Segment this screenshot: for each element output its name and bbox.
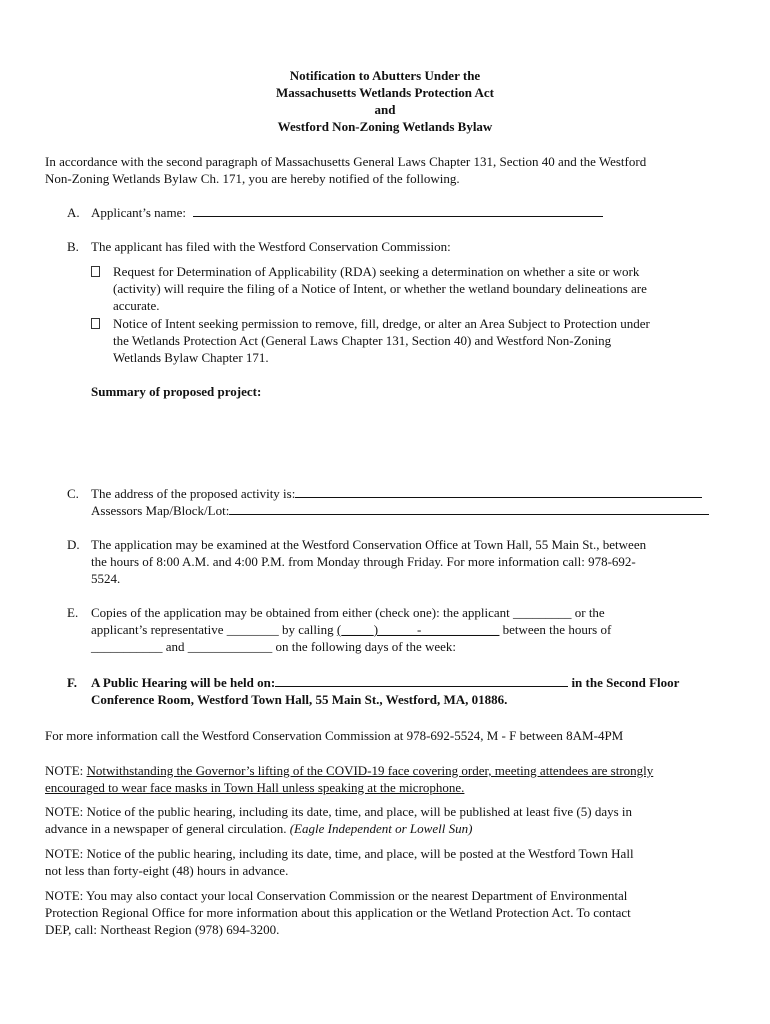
item-e-line-2a: applicant’s representative ________ by calling: [91, 622, 337, 637]
note-publication: [45, 803, 632, 837]
item-a-row: [91, 204, 603, 221]
item-e-text: [91, 604, 611, 655]
note-publication-line-2: advance in a newspaper of general circulation.: [45, 821, 290, 836]
noi-line-2: the Wetlands Protection Act (General Laws Chapter 131, Section 40) and Westford Non-Zoning: [113, 333, 612, 348]
item-a-letter: A.: [67, 205, 80, 220]
note-contact-line-2: Protection Regional Office for more information about this application or the Wetland Protection Act. To contact: [45, 905, 631, 920]
address-label: The address of the proposed activity is:: [91, 486, 296, 501]
phone-number-field[interactable]: ______-____________: [378, 622, 500, 637]
item-e-line-2: [91, 621, 611, 638]
phone-area-field[interactable]: (_____): [336, 622, 379, 637]
noi-option-text: [113, 315, 650, 366]
noi-line-1: Notice of Intent seeking permission to remove, fill, dredge, or alter an Area Subject to Protection under: [113, 316, 650, 331]
item-e-letter: E.: [67, 605, 79, 620]
rda-line-2: (activity) will require the filing of a Notice of Intent, or whether the wetland boundary delineations are: [113, 281, 647, 296]
title-line-1: Notification to Abutters Under the: [289, 68, 481, 83]
summary-field[interactable]: [91, 402, 721, 477]
note-posting: [45, 845, 634, 879]
summary-label: Summary of proposed project:: [91, 384, 262, 399]
noi-checkbox[interactable]: [91, 315, 100, 332]
map-label: Assessors Map/Block/Lot:: [91, 503, 230, 518]
note-contact: [45, 887, 631, 938]
more-info: For more information call the Westford Conservation Commission at 978-692-5524, M - F between 8AM-4PM: [45, 728, 624, 743]
hearing-date-field[interactable]: [275, 674, 568, 687]
item-e-line-1: Copies of the application may be obtained from either (check one): the applicant _________ or the: [91, 605, 605, 620]
checkbox-icon: [91, 318, 100, 329]
item-c-letter: C.: [67, 486, 79, 501]
item-d-line-3: 5524.: [91, 571, 121, 586]
note-covid-line-2: encouraged to wear face masks in Town Hall unless speaking at the microphone.: [45, 780, 465, 795]
note-contact-line-1: NOTE: You may also contact your local Conservation Commission or the nearest Department of Environmental: [45, 888, 628, 903]
map-row: [91, 502, 709, 519]
item-f-text: [91, 674, 679, 708]
note-contact-line-3: DEP, call: Northeast Region (978) 694-3200.: [45, 922, 280, 937]
rda-checkbox[interactable]: [91, 263, 100, 280]
rda-line-1: Request for Determination of Applicability (RDA) seeking a determination on whether a site or work: [113, 264, 640, 279]
note-covid: [45, 762, 653, 796]
address-row: [91, 485, 702, 502]
applicant-name-field[interactable]: [193, 204, 603, 217]
note-posting-line-1: NOTE: Notice of the public hearing, including its date, time, and place, will be posted at the Westford Town Hall: [45, 846, 634, 861]
checkbox-icon: [91, 266, 100, 277]
title-line-3: and: [374, 102, 396, 117]
applicant-name-label: Applicant’s name:: [91, 205, 186, 220]
item-d-letter: D.: [67, 537, 80, 552]
address-field[interactable]: [295, 485, 702, 498]
item-b-letter: B.: [67, 239, 79, 254]
title-line-2: Massachusetts Wetlands Protection Act: [276, 85, 494, 100]
title-line-4: Westford Non-Zoning Wetlands Bylaw: [277, 119, 493, 134]
document-title: [0, 67, 770, 135]
item-f-line-1: [91, 674, 679, 691]
hearing-label: A Public Hearing will be held on:: [91, 675, 276, 690]
hearing-location: in the Second Floor: [568, 675, 680, 690]
item-f-letter: F.: [67, 675, 77, 690]
map-field[interactable]: [229, 502, 709, 515]
intro-line-1: In accordance with the second paragraph of Massachusetts General Laws Chapter 131, Section 40 and the Westford: [45, 154, 647, 169]
rda-line-3: accurate.: [113, 298, 160, 313]
note-posting-line-2: not less than forty-eight (48) hours in advance.: [45, 863, 289, 878]
item-e-line-2d: between the hours of: [499, 622, 612, 637]
item-d-line-2: the hours of 8:00 A.M. and 4:00 P.M. from Monday through Friday. For more information call: 978-692-: [91, 554, 636, 569]
newspaper-names: (Eagle Independent or Lowell Sun): [289, 821, 473, 836]
noi-line-3: Wetlands Bylaw Chapter 171.: [113, 350, 269, 365]
rda-option-text: [113, 263, 647, 314]
intro-paragraph: [45, 153, 646, 187]
note-covid-line-1: Notwithstanding the Governor’s lifting of the COVID-19 face covering order, meeting attendees are strongly: [86, 763, 654, 778]
note-prefix: NOTE:: [45, 763, 87, 778]
item-e-line-3: ___________ and _____________ on the following days of the week:: [91, 639, 457, 654]
item-d-text: [91, 536, 646, 587]
item-b-text: The applicant has filed with the Westford Conservation Commission:: [91, 239, 451, 254]
intro-line-2: Non-Zoning Wetlands Bylaw Ch. 171, you are hereby notified of the following.: [45, 171, 460, 186]
item-f-line-2: Conference Room, Westford Town Hall, 55 Main St., Westford, MA, 01886.: [91, 692, 508, 707]
item-d-line-1: The application may be examined at the Westford Conservation Office at Town Hall, 55 Main St., between: [91, 537, 647, 552]
note-publication-line-1: NOTE: Notice of the public hearing, including its date, time, and place, will be published at least five (5) days in: [45, 804, 633, 819]
